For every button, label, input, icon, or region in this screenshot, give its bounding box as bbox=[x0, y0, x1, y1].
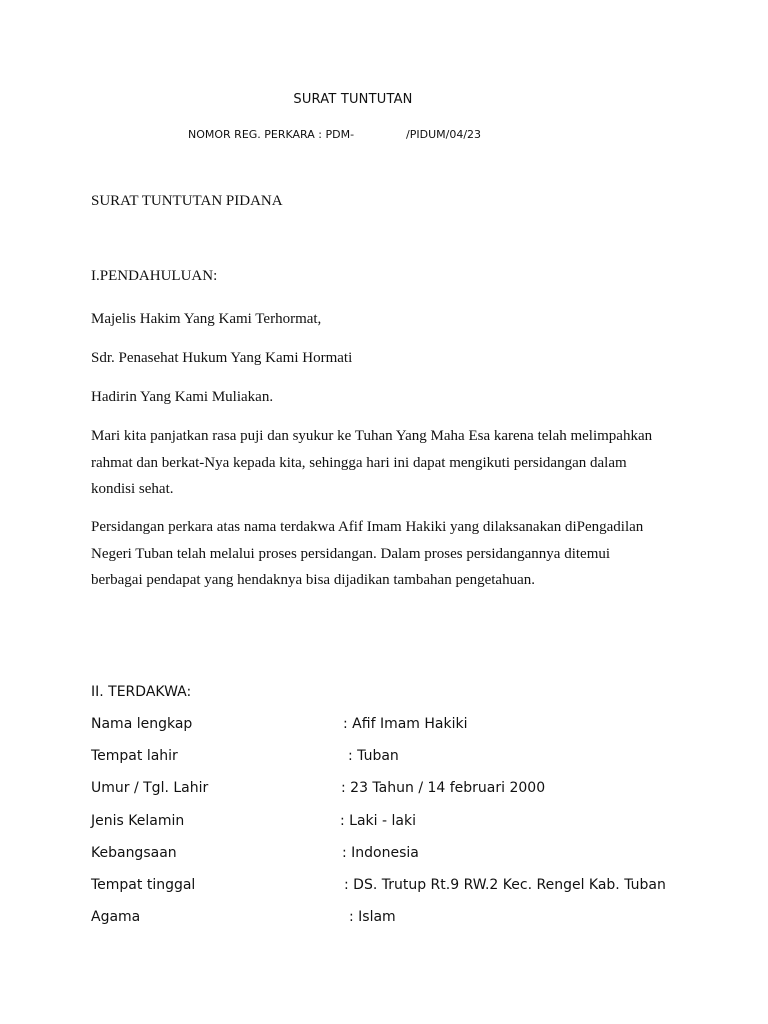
field-value: : 23 Tahun / 14 februari 2000 bbox=[341, 780, 546, 796]
greeting-audience: Hadirin Yang Kami Muliakan. bbox=[91, 389, 274, 405]
section-heading-introduction: I.PENDAHULUAN: bbox=[91, 268, 218, 284]
paragraph-line: berbagai pendapat yang hendaknya bisa dijadikan tambahan pengetahuan. bbox=[91, 572, 535, 588]
defendant-field-name bbox=[91, 716, 468, 732]
registration-label: NOMOR REG. PERKARA : PDM- bbox=[188, 128, 355, 141]
document-title: SURAT TUNTUTAN bbox=[293, 92, 413, 107]
greeting-judges: Majelis Hakim Yang Kami Terhormat, bbox=[91, 311, 322, 327]
paragraph-line: rahmat dan berkat-Nya kepada kita, sehingga hari ini dapat mengikuti persidangan dalam bbox=[91, 454, 627, 471]
greeting-counsel: Sdr. Penasehat Hukum Yang Kami Hormati bbox=[91, 350, 353, 366]
paragraph-line: kondisi sehat. bbox=[91, 481, 174, 497]
field-value: : DS. Trutup Rt.9 RW.2 Kec. Rengel Kab. Tuban bbox=[344, 877, 666, 893]
defendant-field-birthplace bbox=[91, 748, 399, 764]
case-registration-number bbox=[188, 128, 481, 141]
paragraph-line: Mari kita panjatkan rasa puji dan syukur ke Tuhan Yang Maha Esa karena telah melimpahkan bbox=[91, 428, 653, 444]
paragraph-line: Negeri Tuban telah melalui proses persidangan. Dalam proses persidangannya ditemui bbox=[91, 545, 611, 562]
field-value: : Indonesia bbox=[342, 845, 419, 861]
defendant-field-gender bbox=[91, 813, 416, 829]
field-label: Nama lengkap bbox=[91, 716, 193, 732]
field-label: Agama bbox=[91, 909, 141, 925]
document-heading: SURAT TUNTUTAN PIDANA bbox=[91, 193, 283, 209]
field-label: Tempat lahir bbox=[91, 748, 178, 764]
field-label: Umur / Tgl. Lahir bbox=[91, 780, 209, 796]
field-value: : Islam bbox=[349, 909, 396, 925]
defendant-field-address bbox=[91, 877, 666, 893]
defendant-field-religion bbox=[91, 909, 396, 925]
paragraph-gratitude bbox=[91, 423, 691, 503]
field-value: : Tuban bbox=[348, 748, 399, 764]
field-label: Tempat tinggal bbox=[91, 877, 196, 893]
defendant-field-nationality bbox=[91, 845, 419, 861]
field-value: : Afif Imam Hakiki bbox=[343, 716, 468, 732]
field-value: : Laki - laki bbox=[340, 813, 416, 829]
registration-suffix: /PIDUM/04/23 bbox=[406, 128, 482, 141]
paragraph-trial-process bbox=[91, 514, 691, 594]
section-heading-defendant: II. TERDAKWA: bbox=[91, 684, 192, 700]
paragraph-line: Persidangan perkara atas nama terdakwa Afif Imam Hakiki yang dilaksanakan diPengadilan bbox=[91, 519, 644, 535]
field-label: Kebangsaan bbox=[91, 845, 177, 861]
defendant-field-age-birthdate bbox=[91, 780, 546, 796]
field-label: Jenis Kelamin bbox=[91, 813, 185, 829]
